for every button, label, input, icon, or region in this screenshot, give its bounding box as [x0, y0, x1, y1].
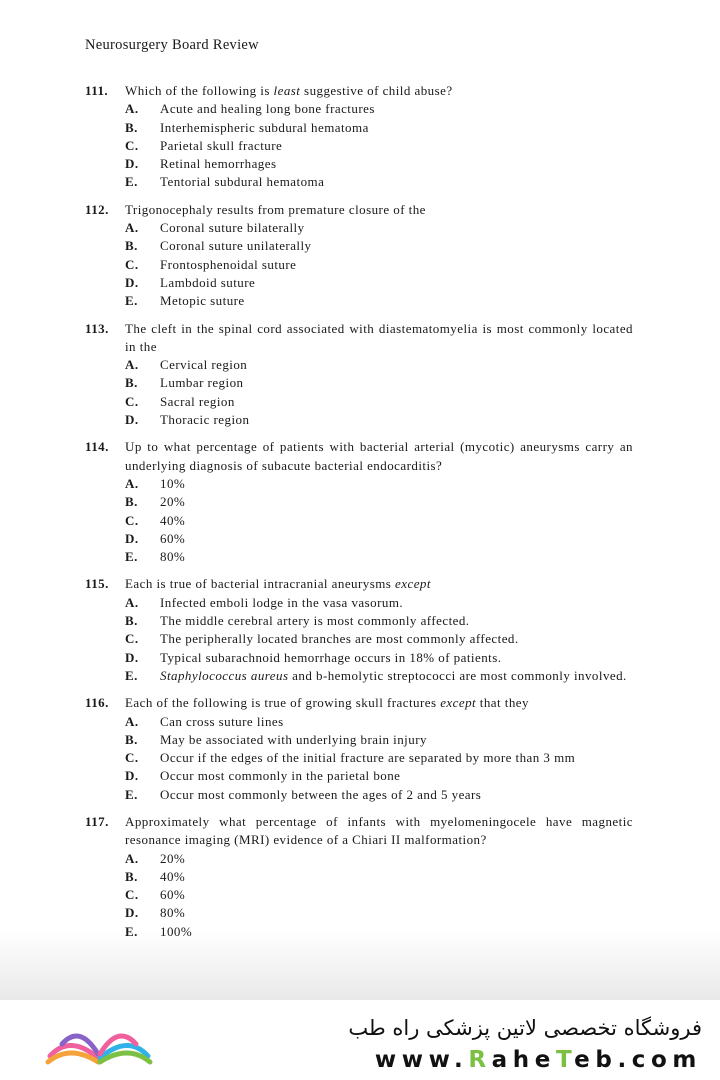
question-114	[85, 438, 633, 566]
option-e: E. Tentorial subdural hematoma	[125, 174, 325, 190]
option-c: C. The peripherally located branches are most commonly affected.	[125, 631, 519, 647]
question-number: 117.	[85, 813, 109, 829]
option-a: A. Acute and healing long bone fractures	[125, 101, 375, 117]
question-number: 114.	[85, 439, 109, 455]
open-book-icon	[40, 1014, 158, 1068]
option-b: B. The middle cerebral artery is most commonly affected.	[125, 613, 470, 629]
question-stem: Trigonocephaly results from premature closure of the	[125, 201, 426, 217]
option-d: D. Retinal hemorrhages	[125, 156, 277, 172]
option-e: E. Metopic suture	[125, 293, 245, 309]
question-stem: The cleft in the spinal cord associated with diastematomyelia is most commonly located in the	[125, 320, 633, 354]
option-e: E. Occur most commonly between the ages of 2 and 5 years	[125, 786, 482, 802]
option-a: A. Coronal suture bilaterally	[125, 220, 305, 236]
question-number: 115.	[85, 576, 109, 592]
question-stem: Up to what percentage of patients with bacterial arterial (mycotic) aneurysms carry an underlying diagnosis of subacute bacterial endocarditis?	[125, 439, 633, 473]
option-a: A. Can cross suture lines	[125, 713, 284, 729]
option-d: D. Thoracic region	[125, 412, 250, 428]
store-name: فروشگاه تخصصی لاتین پزشکی راه طب	[348, 1016, 702, 1040]
option-c: C. 60%	[125, 887, 186, 903]
option-a: A. 20%	[125, 850, 186, 866]
question-stem: Each is true of bacterial intracranial aneurysms except	[125, 576, 431, 592]
option-e: E. Staphylococcus aureus and b-hemolytic streptococci are most commonly involved.	[125, 667, 627, 683]
option-d: D. Lambdoid suture	[125, 274, 256, 290]
watermark-footer	[0, 1000, 720, 1080]
option-a: A. Cervical region	[125, 357, 248, 373]
option-c: C. Parietal skull fracture	[125, 137, 283, 153]
question-number: 111.	[85, 83, 109, 98]
option-c: C. Frontosphenoidal suture	[125, 256, 297, 272]
option-b: B. Interhemispheric subdural hematoma	[125, 119, 369, 135]
option-c: C. 40%	[125, 512, 186, 528]
question-117	[85, 813, 633, 941]
question-stem: Which of the following is least suggestive of child abuse?	[125, 83, 453, 98]
question-number: 112.	[85, 201, 109, 217]
option-b: B. 40%	[125, 868, 186, 884]
question-113	[85, 320, 633, 430]
question-111	[85, 82, 633, 192]
question-116	[85, 694, 633, 804]
question-number: 116.	[85, 695, 109, 711]
option-c: C. Occur if the edges of the initial fracture are separated by more than 3 mm	[125, 750, 576, 766]
website-url[interactable]: www.RaheTeb.com	[374, 1047, 702, 1073]
question-112	[85, 201, 633, 311]
option-a: A. 10%	[125, 475, 186, 491]
question-number: 113.	[85, 320, 109, 336]
option-c: C. Sacral region	[125, 393, 235, 409]
option-d: D. Occur most commonly in the parietal bone	[125, 768, 401, 784]
option-b: B. Coronal suture unilaterally	[125, 238, 312, 254]
question-stem: Approximately what percentage of infants with myelomeningocele have magnetic resonance imaging (MRI) evidence of a Chiari II malformation?	[125, 813, 633, 848]
option-d: D. 80%	[125, 905, 186, 921]
option-d: D. 60%	[125, 530, 186, 546]
option-b: B. 20%	[125, 494, 186, 510]
option-a: A. Infected emboli lodge in the vasa vasorum.	[125, 594, 404, 610]
question-115	[85, 575, 633, 685]
option-b: B. Lumbar region	[125, 375, 244, 391]
option-e: E. 100%	[125, 923, 193, 939]
option-e: E. 80%	[125, 549, 186, 565]
running-head: Neurosurgery Board Review	[85, 37, 259, 53]
question-list	[85, 82, 633, 950]
option-d: D. Typical subarachnoid hemorrhage occurs in 18% of patients.	[125, 649, 502, 665]
option-b: B. May be associated with underlying brain injury	[125, 731, 427, 747]
question-stem: Each of the following is true of growing skull fractures except that they	[125, 695, 529, 711]
